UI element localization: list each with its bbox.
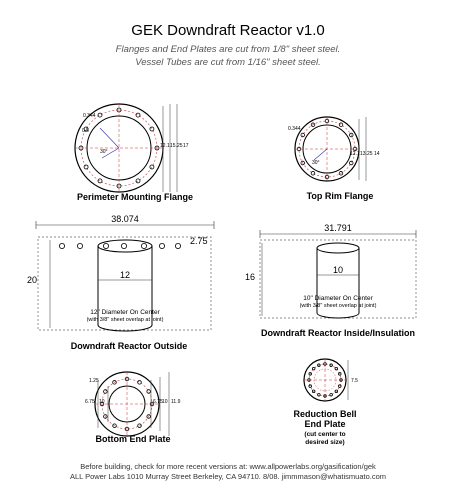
reduction-bell-label-2: End Plate [304,419,346,429]
bolt-hole [98,179,102,183]
bolt-hole [150,127,154,131]
material-note-flanges: Flanges and End Plates are cut from 1/8" sheet steel. [115,44,341,55]
bolt-hole [318,393,321,396]
bottom-end-plate-label: Bottom End Plate [95,434,171,444]
mounting-hole [175,243,180,248]
offset-dimension: 2.75 [190,236,208,246]
reactor-outside-label: Downdraft Reactor Outside [70,341,188,351]
bolt-hole [84,165,88,169]
dim-0-5: 0.5 [82,128,89,134]
bolt-hole [136,113,140,117]
overlap-note: (with 3/8" sheet overlap at joint) [86,317,164,323]
reduction-bell-sub-1: (cut center to [304,431,346,438]
bolt-hole [311,171,315,175]
footer-address: ALL Power Labs 1010 Murray Street Berkeley, CA 94710. 8/08. jimmmason@whatismuato.com [69,472,387,481]
bolt-hole [150,165,154,169]
footer-check-versions: Before building, check for more recent versions at: www.allpowerlabs.org/gasification/gek [80,462,376,471]
diameter-dimension: 12 [119,270,131,280]
dim-17: 17 [183,143,189,149]
perimeter-flange-label: Perimeter Mounting Flange [76,192,194,202]
mounting-hole [77,243,82,248]
bolt-hole [98,113,102,117]
dim-angle: 30° [100,149,108,155]
bolt-hole [330,393,333,396]
dim-1-25: 1.25 [89,378,99,384]
bolt-hole [309,385,312,388]
top-rim-flange-label: Top Rim Flange [306,191,374,201]
diameter-note: 12" Diameter On Center [90,309,160,316]
dim-14: 14 [374,151,380,157]
mounting-hole [121,243,126,248]
bolt-hole [339,123,343,127]
dim-12-1: 12.1 [160,143,170,149]
bolt-hole [104,390,108,394]
overlap-note: (with 3/8" sheet overlap at joint) [299,303,377,309]
reactor-outside-drawing [27,214,214,331]
mounting-hole [103,243,108,248]
diameter-note: 10" Diameter On Center [303,295,373,302]
width-dimension: 31.791 [324,223,352,233]
dim-15-25: 15.25 [170,143,183,149]
dim-hole-0344: 0.344 [83,113,96,119]
dim-6-75-left: 6.75 [85,399,95,405]
material-note-tubes: Vessel Tubes are cut from 1/16" sheet steel. [135,57,321,68]
diameter-dimension: 10 [332,265,344,275]
reduction-bell-label-1: Reduction Bell [293,409,357,419]
reduction-bell-drawing [304,359,358,401]
mounting-holes [59,243,180,248]
bolt-hole [349,161,353,165]
dim-6-75-right: 6.75 [153,399,163,405]
dim-13-25: 13.25 [360,151,373,157]
page-title: GEK Downdraft Reactor v1.0 [131,22,325,39]
perimeter-flange-drawing [75,104,189,192]
bolt-hole [138,381,142,385]
dim-hole-0344: 0.344 [288,126,301,132]
bolt-hole [147,390,151,394]
reduction-bell-sub-2: desired size) [305,439,345,446]
height-dimension: 20 [26,275,38,285]
reactor-inside-label: Downdraft Reactor Inside/Insulation [260,328,416,338]
mounting-hole [59,243,64,248]
mounting-hole [159,243,164,248]
width-dimension: 38.074 [111,214,139,224]
dim-7-5: 7.5 [351,378,358,384]
bottom-end-plate-drawing [85,372,181,436]
bolt-hole [312,367,315,370]
bolt-hole [113,381,117,385]
bolt-hole [301,133,305,137]
bolt-hole [338,385,341,388]
mounting-hole [141,243,146,248]
dim-angle: 30° [312,160,320,166]
top-rim-flange-drawing [288,117,380,181]
dim-12-1: 12.1 [350,151,360,157]
dim-11-9: 11.9 [171,399,181,405]
dim-10-left: 10 [99,399,105,405]
reactor-inside-drawing [245,223,416,318]
bolt-hole [335,367,338,370]
height-dimension: 16 [244,272,256,282]
bolt-hole [136,179,140,183]
dim-10-right: 10 [162,399,168,405]
